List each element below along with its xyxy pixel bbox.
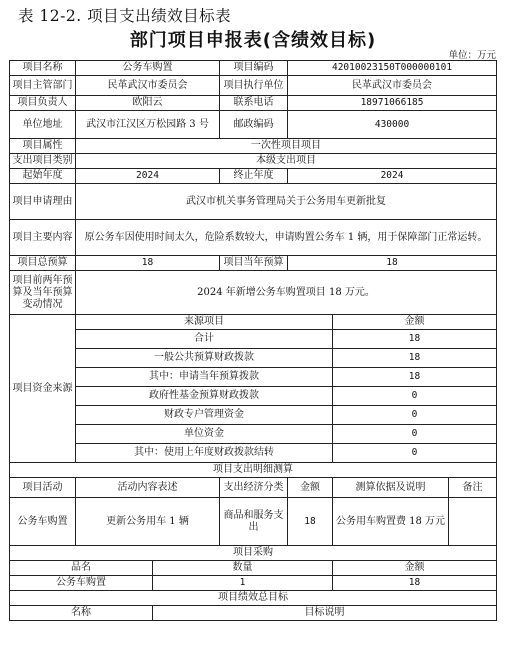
end-year-label: 终止年度 <box>220 169 288 184</box>
funds-source-amount: 0 <box>333 387 497 406</box>
table-row <box>10 349 497 368</box>
page-title: 部门项目申报表(含绩效目标) <box>129 30 377 51</box>
funds-source-name: 其中：使用上年度财政拨款结转 <box>76 444 333 463</box>
detail-content: 更新公务用车 1 辆 <box>76 498 220 546</box>
table-row <box>10 591 497 606</box>
postcode-value: 430000 <box>288 111 497 139</box>
funds-source-name: 财政专户管理资金 <box>76 406 333 425</box>
attr-label: 项目属性 <box>10 139 76 154</box>
table-row <box>10 606 497 621</box>
funds-source-amount: 18 <box>333 330 497 349</box>
table-row <box>10 561 497 576</box>
funds-source-amount: 18 <box>333 349 497 368</box>
table-row <box>10 169 497 184</box>
funds-amount-header: 金额 <box>333 315 497 330</box>
funds-source-amount: 0 <box>333 406 497 425</box>
end-year-value: 2024 <box>288 169 497 184</box>
procurement-header-item: 品名 <box>10 561 153 576</box>
funds-source-name: 一般公共预算财政拨款 <box>76 349 333 368</box>
detail-class: 商品和服务支出 <box>220 498 288 546</box>
table-row <box>10 96 497 111</box>
year-budget-value: 18 <box>288 256 497 271</box>
funds-source-name: 合计 <box>76 330 333 349</box>
start-year-label: 起始年度 <box>10 169 76 184</box>
table-row <box>10 546 497 561</box>
table-row <box>10 368 497 387</box>
funds-source-amount: 0 <box>333 444 497 463</box>
table-row <box>10 111 497 139</box>
table-row <box>10 61 497 76</box>
procurement-header-amount: 金额 <box>333 561 497 576</box>
address-value: 武汉市江汉区万松园路 3 号 <box>76 111 220 139</box>
table-row <box>10 315 497 330</box>
procurement-section-title: 项目采购 <box>10 546 497 561</box>
total-budget-label: 项目总预算 <box>10 256 76 271</box>
leader-value: 欧阳云 <box>76 96 220 111</box>
table-row <box>10 139 497 154</box>
category-value: 本级支出项目 <box>76 154 497 169</box>
table-caption: 表 12-2. 项目支出绩效目标表 <box>18 7 232 25</box>
procurement-qty: 1 <box>153 576 333 591</box>
procurement-header-qty: 数量 <box>153 561 333 576</box>
procurement-item: 公务车购置 <box>10 576 153 591</box>
detail-activity: 公务车购置 <box>10 498 76 546</box>
table-row <box>10 478 497 498</box>
goals-header-desc: 目标说明 <box>153 606 497 621</box>
unit-label: 单位：万元 <box>448 50 496 61</box>
dept-value: 民革武汉市委员会 <box>76 76 220 96</box>
category-label: 支出项目类别 <box>10 154 76 169</box>
detail-amount: 18 <box>288 498 333 546</box>
exec-label: 项目执行单位 <box>220 76 288 96</box>
funds-source-name: 其中：申请当年预算拨款 <box>76 368 333 387</box>
leader-label: 项目负责人 <box>10 96 76 111</box>
project-code-label: 项目编码 <box>220 61 288 76</box>
procurement-amount: 18 <box>333 576 497 591</box>
goals-header-name: 名称 <box>10 606 153 621</box>
postcode-label: 邮政编码 <box>220 111 288 139</box>
address-label: 单位地址 <box>10 111 76 139</box>
detail-header-basis: 测算依据及说明 <box>333 478 449 498</box>
detail-header-content: 活动内容表述 <box>76 478 220 498</box>
project-code-value: 42010023150T000000101 <box>288 61 497 76</box>
project-form-table <box>9 60 497 621</box>
goals-section-title: 项目绩效总目标 <box>10 591 497 606</box>
reason-label: 项目申请理由 <box>10 184 76 220</box>
table-row <box>10 498 497 546</box>
content-label: 项目主要内容 <box>10 220 76 256</box>
table-row <box>10 220 497 256</box>
table-row <box>10 271 497 315</box>
funds-source-amount: 0 <box>333 425 497 444</box>
table-row <box>10 463 497 478</box>
start-year-value: 2024 <box>76 169 220 184</box>
table-row <box>10 184 497 220</box>
attr-value: 一次性项目项目 <box>76 139 497 154</box>
budget-change-value: 2024 年新增公务车购置项目 18 万元。 <box>76 271 497 315</box>
table-row <box>10 444 497 463</box>
detail-remark <box>449 498 497 546</box>
budget-change-label: 项目前两年预算及当年预算变动情况 <box>10 271 76 315</box>
table-row <box>10 76 497 96</box>
project-name-value: 公务车购置 <box>76 61 220 76</box>
detail-header-activity: 项目活动 <box>10 478 76 498</box>
table-row <box>10 256 497 271</box>
phone-value: 18971066185 <box>288 96 497 111</box>
table-row <box>10 576 497 591</box>
table-row <box>10 387 497 406</box>
dept-label: 项目主管部门 <box>10 76 76 96</box>
reason-value: 武汉市机关事务管理局关于公务用车更新批复 <box>76 184 497 220</box>
funds-source-amount: 18 <box>333 368 497 387</box>
year-budget-label: 项目当年预算 <box>220 256 288 271</box>
detail-header-remark: 备注 <box>449 478 497 498</box>
funds-source-header: 来源项目 <box>76 315 333 330</box>
funds-section-label: 项目资金来源 <box>10 315 76 463</box>
detail-header-class: 支出经济分类 <box>220 478 288 498</box>
content-value: 原公务车因使用时间太久，危险系数较大，申请购置公务车 1 辆，用于保障部门正常运转。 <box>76 220 497 256</box>
total-budget-value: 18 <box>76 256 220 271</box>
detail-header-amount: 金额 <box>288 478 333 498</box>
exec-value: 民革武汉市委员会 <box>288 76 497 96</box>
table-row <box>10 425 497 444</box>
funds-source-name: 单位资金 <box>76 425 333 444</box>
funds-source-name: 政府性基金预算财政拨款 <box>76 387 333 406</box>
detail-basis: 公务用车购置费 18 万元 <box>333 498 449 546</box>
table-row <box>10 330 497 349</box>
detail-section-title: 项目支出明细测算 <box>10 463 497 478</box>
phone-label: 联系电话 <box>220 96 288 111</box>
project-name-label: 项目名称 <box>10 61 76 76</box>
table-row <box>10 406 497 425</box>
table-row <box>10 154 497 169</box>
